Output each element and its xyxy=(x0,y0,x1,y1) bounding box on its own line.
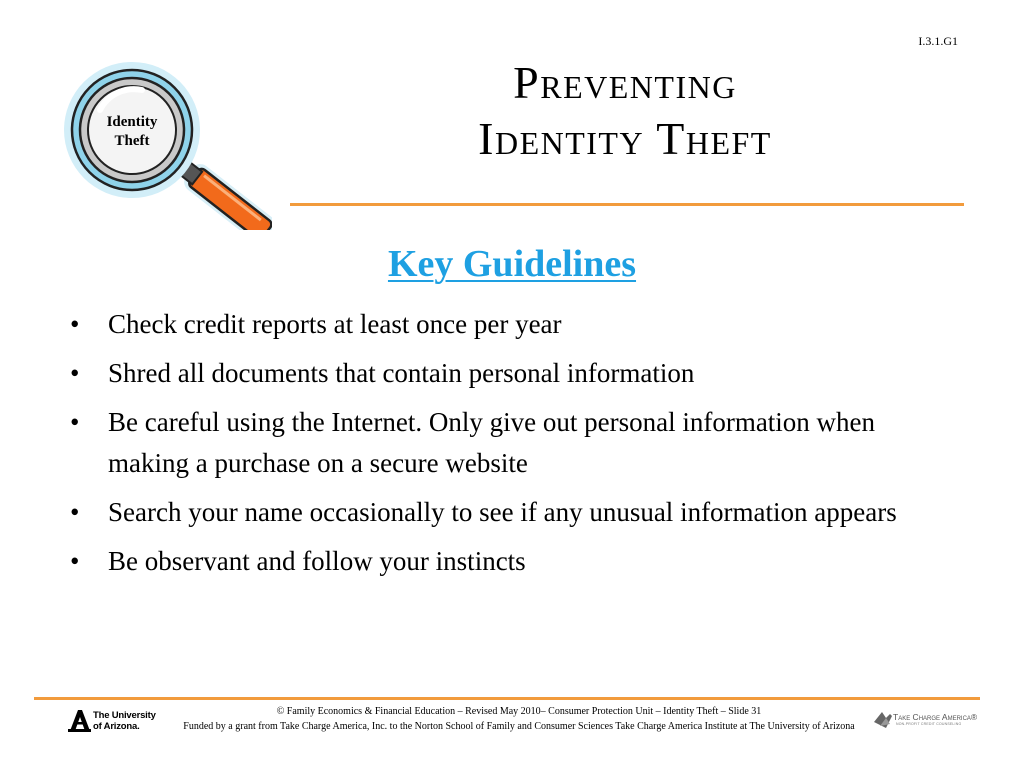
list-item: • Be careful using the Internet. Only give out personal information when making a purchase on a secure website xyxy=(70,402,950,484)
section-heading xyxy=(0,242,1024,286)
university-logo-line-2: of Arizona. xyxy=(93,721,140,732)
list-item: • Be observant and follow your instincts xyxy=(70,541,950,582)
list-item: • Check credit reports at least once per year xyxy=(70,304,950,345)
footer-divider xyxy=(34,697,980,700)
take-charge-america-tagline: NON-PROFIT CREDIT COUNSELING xyxy=(896,722,962,726)
take-charge-america-name: Take Charge America® xyxy=(893,712,978,722)
university-logo-text xyxy=(93,710,156,732)
magnifier-label-line-2: Theft xyxy=(114,133,150,149)
list-item: • Shred all documents that contain personal information xyxy=(70,353,950,394)
magnifier-label xyxy=(96,113,168,151)
list-item: • Search your name occasionally to see if any unusual information appears xyxy=(70,492,950,533)
magnifier-label-line-1: Identity xyxy=(106,114,158,130)
slide-title-line-1: Preventing xyxy=(513,57,737,108)
slide-code: I.3.1.G1 xyxy=(918,34,958,48)
footer-funding: Funded by a grant from Take Charge America, Inc. to the Norton School of Family and Consumer Sciences Take Charge America Institute at The University of Arizona xyxy=(183,721,855,732)
section-heading-text: Key Guidelines xyxy=(387,243,637,285)
title-divider xyxy=(290,203,964,206)
guidelines-list xyxy=(70,304,950,590)
footer-copyright: © Family Economics & Financial Education – Revised May 2010– Consumer Protection Unit – Identity Theft – Slide 31 xyxy=(276,706,762,717)
university-logo-line-1: The University xyxy=(93,710,156,721)
footer-credits xyxy=(160,704,878,734)
slide-title-line-2: Identity Theft xyxy=(478,113,772,164)
slide-title xyxy=(400,55,850,167)
